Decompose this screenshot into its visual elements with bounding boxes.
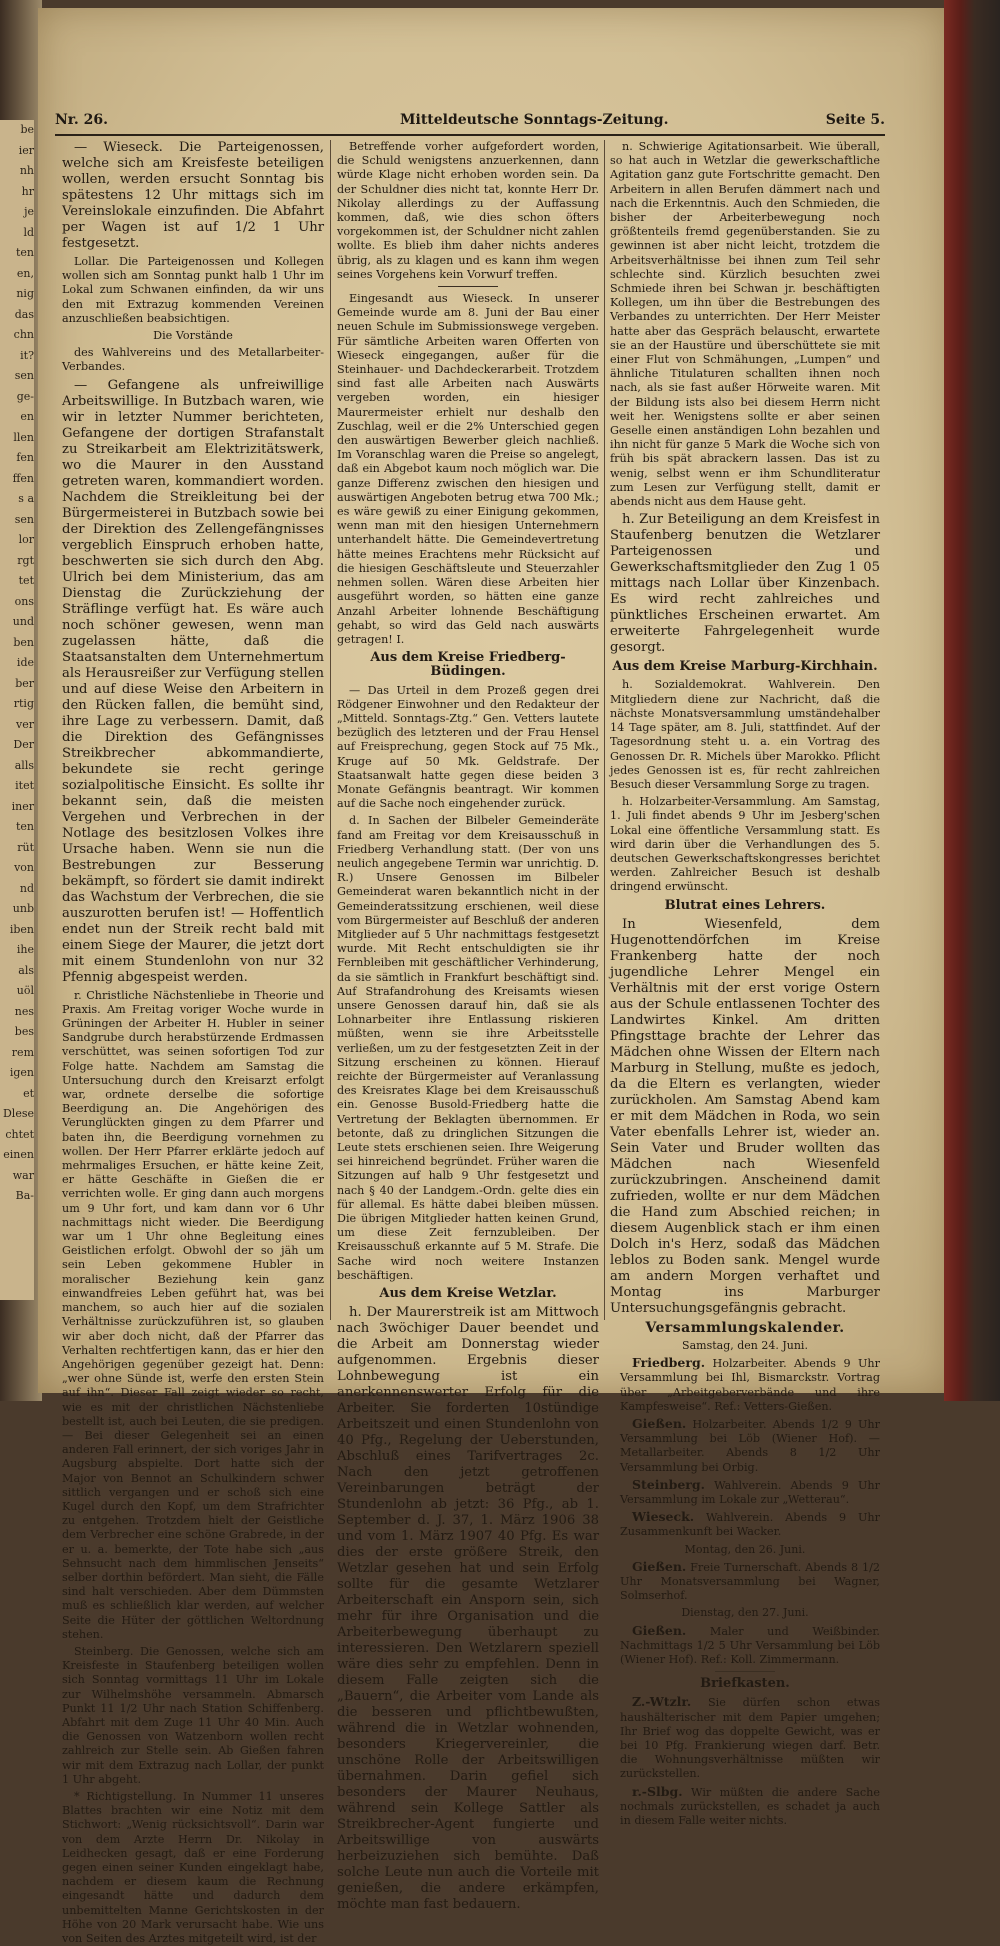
entry-text: Holzarbeiter. Abends 1/2 9 Uhr Versammlung bei Löb (Wiener Hof). — Metallarbeiter. Abends 8 1/2 Uhr Versammlung bei Orbig. [620, 1417, 880, 1474]
margin-fragment: ier [18, 143, 34, 157]
calendar-entry [610, 1695, 880, 1781]
margin-fragment: ge- [16, 389, 34, 403]
calendar-entry [610, 1560, 880, 1604]
calendar-entry [610, 1510, 880, 1539]
margin-fragment: je [24, 205, 34, 218]
page-number: Seite 5. [825, 112, 885, 128]
margin-fragment: Der [13, 738, 34, 751]
margin-fragment: sen [14, 369, 34, 382]
margin-fragment: chn [13, 328, 34, 341]
margin-fragment: hr [21, 184, 34, 198]
entry-text: Sie dürfen schon etwas haushälterischer mit dem Papier umgehen; Ihr Brief wog das doppelte Gewicht, was er bei 10 Pfg. Frankierung wiegen darf. Betr. die Wohnungsverhältnisse müßten wir zurückstellen. [620, 1696, 880, 1781]
article-paragraph: Die Vorstände [153, 329, 233, 343]
margin-fragment: rtig [13, 697, 34, 710]
calendar-entry [610, 1785, 880, 1829]
margin-fragment: uöl [16, 984, 34, 997]
article-paragraph: des Wahlvereins und des Metallarbeiter-Verbandes. [62, 346, 324, 374]
article-paragraph: d. In Sachen der Bilbeler Gemeinderäte fand am Freitag vor dem Kreisausschuß in Friedberg Verhandlung statt. (Der von uns neulich angegebene Termin war unrichtig. D. R.) Unsere Genossen im Bilbeler Gemeinderat waren bekanntlich nicht in der Gemeinderatssitzung erschienen, weil diese vom Bürgermeister auf Beschluß der anderen Mitglieder auf 5 Uhr nachmittags festgesetzt wurde. Mit Recht entschuldigten sie ihr Fernbleiben mit geschäftlicher Verhinderung, da sie sämtlich in Frankfurt beschäftigt sind. Auf Strafandrohung des Kreisamts wiesen unsere Genossen darauf hin, daß sie als Lohnarbeiter ihre Entlassung riskieren müßten, wenn sie ihre Arbeitsstelle verließen, um zu der festgesetzten Zeit in der Sitzung erscheinen zu können. Hierauf reichte der Bürgermeister auf Veranlassung des Kreisrates Klage bei dem Kreisausschuß ein. Genosse Busold-Friedberg hatte die Vertretung der Beklagten übernommen. Er betonte, daß zu dringlichen Sitzungen die Leute stets erschienen seien. Ihre Weigerung sei hinreichend begründet. Früher waren die Sitzungen auf halb 9 Uhr festgesetzt und nach § 40 der Landgem.-Ordn. gelte dies ein für allemal. Es hätte dabei bleiben müssen. Die übrigen Mitglieder hatten keinen Grund, um diese Zeit fernzubleiben. Der Kreisausschuß erkannte auf 5 M. Strafe. Die Sache wird noch weitere Instanzen beschäftigen. [337, 814, 599, 1282]
margin-fragment: von [14, 861, 34, 874]
article-paragraph: n. Schwierige Agitationsarbeit. Wie überall, so hat auch in Wetzlar die gewerkschaftliche Agitation ganz gute Fortschritte gemacht. Den Arbeitern in allen Berufen dämmert nach und nach die Erkenntnis. Auch den Schmieden, die bisher der Arbeiterbewegung noch größtenteils fremd gegenüberstanden. Sie zu gewinnen ist aber nicht leicht, trotzdem die Arbeitsverhältnisse bei ihnen zum Teil sehr schlechte sind. Kürzlich besuchten zwei Schmiede ihren bei Schwan jr. beschäftigten Kollegen, um ihn über die Bestrebungen des Verbandes zu unterrichten. Der Herr Meister hatte aber das Gespräch belauscht, erwartete sie an der Haustüre und überschüttete sie mit einer Flut von Schmähungen, „Lumpen“ und ähnliche Titulaturen schallten ihnen noch nach, als sie fast außer Hörweite waren. Mit der Bildung ists also bei diesem Herrn nicht weit her. Wenigstens sollte er aber seinen Geselle einen anständigen Lohn bezahlen und ihn nicht für ganze 5 Mark die Woche sich von früh bis spät abrackern lassen. Das ist zu wenig, selbst wenn er ihm Schundliteratur zum Lesen zur Verfügung stellt, damit er abends nicht aus dem Hause geht. [610, 140, 880, 509]
margin-fragment: alls [14, 758, 34, 772]
calendar-day: Montag, den 26. Juni. [684, 1542, 806, 1556]
margin-fragment: unb [12, 902, 34, 915]
margin-fragment: ten [15, 246, 34, 259]
margin-fragment: llen [13, 430, 34, 444]
section-heading: Aus dem Kreise Marburg-Kirchhain. [612, 659, 878, 675]
margin-fragment: ons [14, 594, 34, 608]
margin-fragment: war [12, 1168, 34, 1182]
entry-text: Wir müßten die andere Sache nochmals zurückstellen, es schadet ja auch in diesem Falle weiter nichts. [620, 1785, 880, 1828]
entry-place: Friedberg. [632, 1355, 706, 1371]
article-paragraph: h. Sozialdemokrat. Wahlverein. Den Mitgliedern diene zur Nachricht, daß die nächste Monatsversammlung umständehalber 14 Tage später, am 8. Juli, stattfindet. Auf der Tagesordnung steht u. a. ein Vortrag des Genossen Dr. R. Michels über Marokko. Pflicht jedes Genossen ist es, für recht zahlreichen Besuch dieser Versammlung Sorge zu tragen. [610, 678, 880, 791]
entry-place: Z.-Wtzlr. [632, 1694, 692, 1710]
entry-text: Wahlverein. Abends 9 Uhr Versammlung im Lokale zur „Wetterau“. [620, 1478, 880, 1506]
margin-fragment: iner [11, 799, 34, 813]
margin-fragment: lor [18, 533, 34, 546]
margin-fragment: das [14, 307, 34, 321]
margin-fragment: und [12, 615, 34, 628]
margin-fragment: nig [16, 287, 34, 300]
entry-place: Steinberg. [632, 1476, 705, 1492]
entry-text: Maler und Weißbinder. Nachmittags 1/2 5 Uhr Versammlung bei Löb (Wiener Hof). Ref.: Koll. Zimmermann. [620, 1624, 880, 1666]
entry-text: Freie Turnerschaft. Abends 8 1/2 Uhr Monatsversammlung bei Wagner, Solmserhof. [620, 1560, 880, 1603]
margin-fragment: fen [16, 451, 34, 464]
column-2 [337, 140, 599, 1913]
column-3 [610, 140, 880, 1828]
section-heading: Versammlungskalender. [645, 1319, 845, 1336]
margin-fragment: ben [13, 635, 34, 649]
entry-text: Holzarbeiter. Abends 9 Uhr Versammlung bei Ihl, Bismarckstr. Vortrag über „Arbeitgeberverbände und ihre Kampfesweise“. Ref.: Vetters-Gießen. [620, 1357, 880, 1413]
margin-fragment: ffen [12, 471, 34, 485]
entry-place: Wieseck. [632, 1509, 695, 1525]
section-rule [715, 1671, 775, 1672]
margin-fragment: bes [14, 1025, 34, 1038]
section-heading: Aus dem Kreise Friedberg-Büdingen. [370, 650, 566, 680]
margin-fragment: igen [9, 1066, 34, 1079]
article-paragraph: — Gefangene als unfreiwillige Arbeitswillige. In Butzbach waren, wie wir in letzter Nummer berichteten, Gefangene der dortigen Strafanstalt zu Streikarbeit am Elektrizitätswerk, wo die Maurer in den Ausstand getreten waren, kommandiert worden. Nachdem die Streikleitung bei der Bürgermeisterei in Butzbach sowie bei der Direktion des Zellengefängnisses vergeblich Einspruch erhoben hatte, beschwerten sie sich durch den Abg. Ulrich bei dem Ministerium, das am Dienstag die Zurückziehung der Sträflinge verfügt hat. Es wäre auch noch schöner gewesen, wenn man zugelassen hätte, daß die Staatsanstalten dem Unternehmertum als Herausreißer zur Verfügung stellen und auf diese Weise den Arbeitern in den Rücken fallen, die bemüht sind, ihre Lage zu verbessern. Damit, daß die Direktion des Gefängnisses Streikbrecher abkommandierte, bekundete sie recht geringe sozialpolitische Einsicht. Es sollte ihr bekannt sein, daß die meisten Vergehen und Verbrechen in der Notlage des besitzlosen Volkes ihre Ursache haben. Wenn sie nun die Bestrebungen zur Besserung bekämpft, so fördert sie damit indirekt das Wachstum der Verbrechen, die sie auszurotten berufen ist! — Hoffentlich endet nun der Streik recht bald mit einem Siege der Maurer, die jetzt dort mit einem Stundenlohn von nur 32 Pfennig abgespeist werden. [62, 377, 324, 985]
section-rule [438, 286, 498, 287]
article-paragraph: r. Christliche Nächstenliebe in Theorie und Praxis. Am Freitag voriger Woche wurde in Grüningen der Arbeiter H. Hubler in seiner Sandgrube durch herabstürzende Erdmassen verschüttet, was seinen sofortigen Tod zur Folge hatte. Nachdem am Samstag die Untersuchung durch den Kreisarzt erfolgt war, ordnete derselbe die sofortige Beerdigung an. Die Angehörigen des Verunglückten gingen zu dem Pfarrer und baten ihn, die Beerdigung vornehmen zu wollen. Der Herr Pfarrer erklärte jedoch auf mehrmaliges Ersuchen, er hätte keine Zeit, er hätte Geschäfte in Gießen die er verrichten wolle. Er ging dann auch morgens um 9 Uhr fort, und kam dann vor 6 Uhr nachmittags nicht wieder. Die Beerdigung war um 1 Uhr ohne Begleitung eines Geistlichen erfolgt. Obwohl der so jäh um sein Leben gekommene Hubler in moralischer Beziehung kein ganz einwandfreies Leben geführt hat, was bei manchem, so auch hier auf die sozialen Verhältnisse zurückzuführen ist, so glauben wir aber doch nicht, daß der Pfarrer das Verhalten rechtfertigen kann, das er hier den Angehörigen gegenüber gezeigt hat. Denn: „wer ohne Sünde ist, werfe den ersten Stein auf ihn“. Dieser Fall zeigt wieder so recht, wie es mit der christlichen Nächstenliebe bestellt ist, auch bei Leuten, die sie predigen. — Bei dieser Gelegenheit sei an einen anderen Fall erinnert, der sich voriges Jahr in Augsburg abspielte. Dort hatte sich der Major von Bennot an Schulkindern schwer sittlich vergangen und er schoß sich eine Kugel durch den Kopf, um dem Strafrichter zu entgehen. Trotzdem hielt der Geistliche dem Verbrecher eine schöne Grabrede, in der er u. a. bemerkte, der Tote habe sich „aus Sehnsucht nach dem himmlischen Jenseits“ selber dorthin befördert. Man sieht, die Fälle sind halt verschieden. Aber dem Dümmsten muß es schließlich klar werden, auf welcher Seite die Hüter der göttlichen Weltordnung stehen. [62, 988, 324, 1641]
margin-fragment: rgt [17, 553, 34, 567]
article-paragraph: Eingesandt aus Wieseck. In unserer Gemeinde wurde am 8. Juni der Bau einer neuen Schule im Submissionswege vergeben. Für sämtliche Arbeiten waren Offerten von Wieseck eingegangen, außer für die Steinhauer- und Dachdeckerarbeit. Trotzdem sind fast alle Arbeiten nach Auswärts vergeben worden, ein hiesiger Maurermeister erhielt nur deshalb den Zuschlag, weil er die 2% Unterschied gegen den auswärtigen Bewerber gleich nachließ. Im Voranschlag waren die Preise so angelegt, daß ein Abgebot kaum noch möglich war. Die ganze Differenz zwischen den hiesigen und auswärtigen Angeboten betrug etwa 700 Mk.; es wäre gewiß zu einer Einigung gekommen, wenn man mit den hiesigen Unternehmern unterhandelt hätte. Die Gemeindevertretung hätte meines Erachtens mehr Rücksicht auf die hiesigen Geschäftsleute und Steuerzahler nehmen sollen. Wären diese Arbeiten hier ausgeführt worden, so hätten eine ganze Anzahl Arbeiter lohnende Beschäftigung gehabt, so wird das Geld nach auswärts getragen! I. [337, 292, 599, 646]
calendar-entry [610, 1356, 880, 1414]
article-paragraph: Betreffende vorher aufgefordert worden, die Schuld wenigstens anzuerkennen, dann würde Klage nicht erhoben worden sein. Da der Schuldner dies nicht tat, konnte Herr Dr. Nikolay allerdings zu der Auffassung kommen, daß, wie dies schon öfters vorgekommen ist, der Schuldner nicht zahlen wollte. Es blieb ihm daher nichts anderes übrig, als zu klagen und es kann ihm wegen seines Vorgehens kein Vorwurf treffen. [337, 140, 599, 281]
entry-place: r.-Slbg. [632, 1783, 683, 1799]
margin-fragment: et [23, 1086, 34, 1100]
margin-fragment: ld [23, 225, 34, 239]
page-header [55, 112, 885, 134]
margin-fragment: en [20, 410, 34, 423]
margin-fragment: einen [3, 1148, 34, 1161]
section-heading: Briefkasten. [700, 1676, 790, 1692]
margin-fragment: nes [14, 1004, 34, 1018]
article-paragraph: h. Zur Beteiligung an dem Kreisfest in Staufenberg benutzen die Wetzlarer Parteigenossen und Gewerkschaftsmitglieder den Zug 1 05 mittags nach Lollar über Kinzenbach. Es wird recht zahlreiches und pünktliches Erscheinen erwartet. Am erweiterte Fahrgelegenheit wurde gesorgt. [610, 512, 880, 656]
newspaper-title: Mitteldeutsche Sonntags-Zeitung. [400, 112, 669, 128]
entry-place: Gießen. [632, 1558, 687, 1574]
entry-place: Gießen. [632, 1622, 687, 1638]
section-heading: Aus dem Kreise Wetzlar. [379, 1286, 557, 1302]
column-1 [62, 140, 324, 1946]
margin-fragment: sen [14, 512, 34, 526]
book-binding-right [944, 0, 1000, 1401]
article-paragraph: Steinberg. Die Genossen, welche sich am Kreisfeste in Staufenberg beteiligen wollen sich Sonntag vormittags 11 Uhr im Lokale zur Wilhelmshöhe versammeln. Abmarsch Punkt 11 1/2 Uhr nach Station Schiffenberg. Abfahrt mit dem Zuge 11 Uhr 40 Min. Auch die Genossen von Watzenborn wollen recht zahlreich zur Stelle sein. Ab Gießen fahren wir mit dem Extrazug nach Lollar, der punkt 1 Uhr abgeht. [62, 1644, 324, 1786]
column-rule [604, 140, 605, 1320]
article-paragraph: h. Der Maurerstreik ist am Mittwoch nach 3wöchiger Dauer beendet und die Arbeit am Donnerstag wieder aufgenommen. Ergebnis dieser Lohnbewegung ist ein anerkennenswerter Erfolg für die Arbeiter. Sie forderten 10stündige Arbeitszeit und einen Stundenlohn von 40 Pfg., Regelung der Ueberstunden, Abschluß eines Tarifvertrages 2c. Nach den jetzt getroffenen Vereinbarungen beträgt der Stundenlohn ab jetzt: 36 Pfg., ab 1. September d. J. 37, 1. März 1906 38 und vom 1. März 1907 40 Pfg. Es war dies der erste größere Streik, den Wetzlar gesehen hat und sein Erfolg sollte für die gesamte Wetzlarer Arbeiterschaft ein Ansporn sein, sich mehr für ihre Organisation und die Arbeiterbewegung überhaupt zu interessieren. Den Wetzlarern speziell wäre dies sehr zu empfehlen. Denn in diesem Falle zeigten sich die „Bauern“, die Arbeiter vom Lande als die besseren und pflichtbewußten, während die in Wetzlar wohnenden, besonders Kriegervereinler, die unschöne Rolle der Arbeitswilligen übernahmen. Darin gefiel sich besonders der Maurer Neuhaus, während sein Kollege Sattler als Streikbrecher-Agent fungierte und Arbeitswillige von auswärts herbeizuziehen sich bemühte. Daß solche Leute nun auch die Vorteile mit genießen, die andere erkämpfen, möchte man fast bedauern. [337, 1305, 599, 1913]
article-paragraph: h. Holzarbeiter-Versammlung. Am Samstag, 1. Juli findet abends 9 Uhr im Jesberg'schen Lokal eine öffentliche Versammlung statt. Es wird darin über die Verhandlungen des 5. deutschen Gewerkschaftskongresses berichtet werden. Zahlreicher Besuch ist deshalb dringend erwünscht. [610, 795, 880, 894]
margin-fragment: Dlese [2, 1107, 34, 1120]
margin-fragment: chtet [5, 1127, 34, 1141]
article-paragraph: * Richtigstellung. In Nummer 11 unseres Blattes brachten wir eine Notiz mit dem Stichwort: „Wenig rücksichtsvoll“. Darin war von dem Arzte Herrn Dr. Nikolay in Leidhecken gesagt, daß er eine Forderung gegen einen seiner Kunden eingeklagt habe, nachdem er diesem kaum die Rechnung eingesandt hätte und dadurch dem unbemittelten Manne Gerichtskosten in der Höhe von 20 Mark verursacht habe. Wie uns von Seiten des Arztes mitgeteilt wird, ist der [62, 1790, 324, 1946]
margin-fragment: en, [16, 266, 34, 280]
margin-fragment: nh [19, 164, 34, 177]
margin-fragment: tet [18, 574, 34, 587]
margin-fragment: rüt [17, 840, 34, 854]
margin-fragment: itet [15, 779, 34, 792]
article-paragraph: — Wieseck. Die Parteigenossen, welche sich am Kreisfeste beteiligen wollen, werden ersucht Sonntag bis spätestens 12 Uhr mittags sich im Vereinslokale einzufinden. Die Abfahrt per Wagen ist auf 1/2 1 Uhr festgesetzt. [62, 140, 324, 251]
margin-fragment: nd [19, 881, 34, 895]
article-paragraph: In Wiesenfeld, dem Hugenottendörfchen im Kreise Frankenberg hatte der noch jugendliche Lehrer Mengel ein Verhältnis mit der erst vorige Ostern aus der Schule entlassenen Tochter des Landwirtes Kinkel. Am dritten Pfingsttage brachte der Lehrer das Mädchen ohne Wissen der Eltern nach Marburg in Stellung, mußte es jedoch, da die Eltern es verlangten, wieder zurückholen. Am Samstag Abend kam er mit dem Mädchen in Roda, wo sein Vater ebenfalls Lehrer ist, wieder an. Sein Vater und Bruder wollten das Mädchen nach Wiesenfeld zurückzubringen. Anscheinend damit zufrieden, wollte er nur dem Mädchen die Hand zum Abschied reichen; in diesem Augenblick stach er ihm einen Dolch in's Herz, sodaß das Mädchen leblos zu Boden sank. Mengel wurde am andern Morgen verhaftet und Montag ins Marburger Untersuchungsgefängnis gebracht. [610, 916, 880, 1316]
calendar-entry [610, 1624, 880, 1668]
adjacent-page-fragment [0, 120, 34, 1300]
calendar-entry [610, 1478, 880, 1507]
calendar-day: Samstag, den 24. Juni. [682, 1338, 808, 1352]
calendar-entry [610, 1417, 880, 1475]
calendar-day: Dienstag, den 27. Juni. [681, 1606, 809, 1620]
section-heading: Blutrat eines Lehrers. [664, 897, 826, 913]
entry-place: Gießen. [632, 1415, 687, 1431]
margin-fragment: iben [9, 922, 34, 936]
article-paragraph: Lollar. Die Parteigenossen und Kollegen wollen sich am Sonntag punkt halb 1 Uhr im Lokal zum Schwanen einfinden, da wir uns den mit Extrazug kommenden Vereinen anzuschließen beabsichtigen. [62, 255, 324, 325]
margin-fragment: it? [20, 348, 34, 362]
article-paragraph: — Das Urteil in dem Prozeß gegen drei Rödgener Einwohner und den Redakteur der „Mitteld. Sonntags-Ztg.“ Gen. Vetters lautete bezüglich des letzteren und der Frau Hensel auf Freisprechung, gegen Stock auf 75 Mk., Kruge auf 50 Mk. Geldstrafe. Der Staatsanwalt hatte gegen diese beiden 3 Monate Gefängnis beantragt. Wir kommen auf die Sache noch eingehender zurück. [337, 683, 599, 811]
entry-text: Wahlverein. Abends 9 Uhr Zusammenkunft bei Wacker. [620, 1511, 880, 1539]
margin-fragment: als [18, 963, 34, 977]
margin-fragment: be [20, 123, 34, 136]
margin-fragment: rem [11, 1045, 34, 1059]
margin-fragment: ihe [16, 943, 34, 956]
issue-number: Nr. 26. [55, 112, 108, 128]
margin-fragment: ide [16, 656, 34, 669]
column-rule [330, 140, 331, 1320]
margin-fragment: ver [16, 717, 34, 731]
margin-fragment: ber [15, 676, 34, 690]
header-rule [55, 134, 885, 136]
margin-fragment: s a [18, 492, 34, 505]
margin-fragment: ten [15, 820, 34, 833]
margin-fragment: Ba- [15, 1189, 34, 1202]
